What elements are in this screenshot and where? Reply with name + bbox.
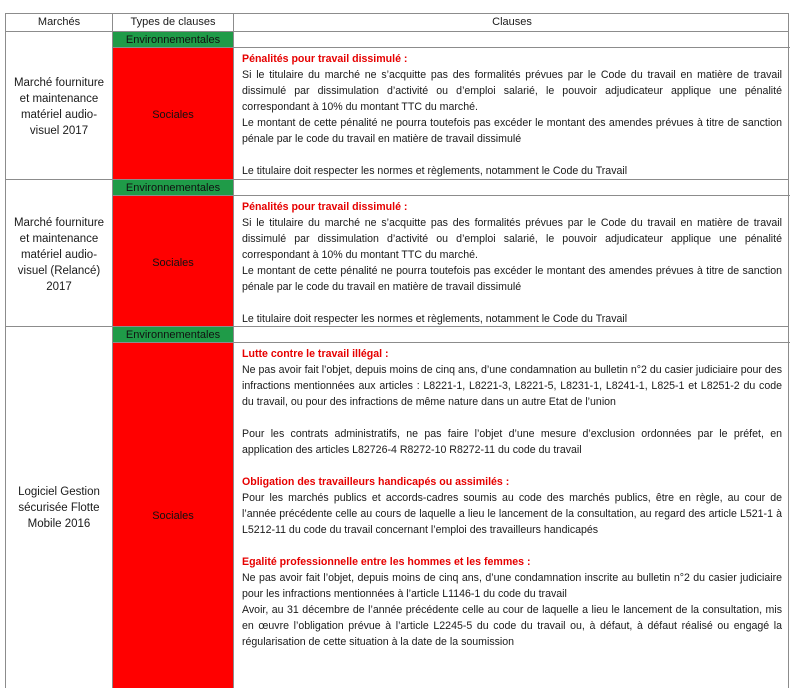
env-type-cell: Environnementales [113,327,233,343]
clause-types [113,327,234,688]
clause-text: Ne pas avoir fait l’objet, depuis moins de cinq ans, d’une condamnation inscrite au bulletin n°2 du casier judiciaire pour les infractions mentionnées à l’article L1146-1 du code du travail [242,572,782,600]
marche-name: Marché fourniture et maintenance matériel audio-visuel 2017 [6,32,113,181]
clauses-cell [234,32,790,181]
table-row [5,31,789,179]
header-types: Types de clauses [113,14,234,31]
clause-title: Pénalités pour travail dissimulé : [242,201,408,213]
social-type-cell: Sociales [113,196,233,329]
clause-text: Le montant de cette pénalité ne pourra toutefois pas excéder le montant des amendes prévues à titre de sanction pénale par le code du travail en matière de travail dissimulé [242,265,782,293]
clause-text: Si le titulaire du marché ne s’acquitte pas des formalités prévues par le Code du travail en matière de travail dissimulé par dissimulation d’activité ou d’emploi salarié, le pouvoir adjudicateur applique une pénalité correspondant à 10% du montant TTC du marché. [242,69,782,113]
clause-title: Egalité professionnelle entre les hommes et les femmes : [242,556,531,568]
marche-name: Logiciel Gestion sécurisée Flotte Mobile 2016 [6,327,113,688]
clause-text: Le titulaire doit respecter les normes et règlements, notamment le Code du Travail [242,165,628,177]
table-row [5,179,789,326]
clauses-cell [234,327,790,688]
clauses-table [5,13,789,688]
clause-title: Pénalités pour travail dissimulé : [242,53,408,65]
table-header [5,13,789,31]
clause-text: Le montant de cette pénalité ne pourra toutefois pas excéder le montant des amendes prévues à titre de sanction pénale par le code du travail en matière de travail dissimulé [242,117,782,145]
env-clause-empty [234,180,790,196]
clause-text: Pour les marchés publics et accords-cadres soumis au code des marchés publics, être en règle, au cour de l’année précédente celle au cours de laquelle a lieu le lancement de la consultation, au regard des article L521-1 à L5212-11 du code du travail concernant l’emploi des travailleurs handicapés [242,492,782,536]
clause-title: Lutte contre le travail illégal : [242,348,389,360]
env-clause-empty [234,327,790,343]
clause-text: Le titulaire doit respecter les normes et règlements, notamment le Code du Travail [242,313,628,325]
env-type-cell: Environnementales [113,32,233,48]
clause-title: Obligation des travailleurs handicapés ou assimilés : [242,476,510,488]
env-clause-empty [234,32,790,48]
table-row [5,326,789,688]
header-marches: Marchés [6,14,113,31]
clause-types [113,32,234,181]
clause-text: Si le titulaire du marché ne s’acquitte pas des formalités prévues par le Code du travail en matière de travail dissimulé par dissimulation d’activité ou d’emploi salarié, le pouvoir adjudicateur applique une pénalité correspondant à 10% du montant TTC du marché. [242,217,782,261]
clause-text: Avoir, au 31 décembre de l’année précédente celle au cour de laquelle a lieu le lancement de la consultation, mis en œuvre l’obligation prévue à l’article L2245-5 du code du travail ou, à défaut, à défaut réalisé ou engagé la régularisation de cette situation à la date de la soumission [242,604,782,648]
marche-name: Marché fourniture et maintenance matériel audio-visuel (Relancé) 2017 [6,180,113,329]
env-type-cell: Environnementales [113,180,233,196]
clause-types [113,180,234,329]
clause-text: Ne pas avoir fait l’objet, depuis moins de cinq ans, d’une condamnation au bulletin n°2 du casier judiciaire pour des infractions mentionnées aux articles : L8221-1, L8221-3, L8221-5, L8231-1, L8241-1, L825-1 et L8251-2 du code du travail, ou pour des infractions de même nature dans un autre Etat de l’union [242,364,782,408]
clauses-cell [234,180,790,329]
header-clauses: Clauses [492,16,532,28]
social-type-cell: Sociales [113,48,233,181]
social-type-cell: Sociales [113,343,233,688]
clause-text: Pour les contrats administratifs, ne pas faire l’objet d’une mesure d’exclusion ordonnées par le préfet, en application des articles L82726-4 R8272-10 R8272-11 du code du travail [242,428,782,456]
